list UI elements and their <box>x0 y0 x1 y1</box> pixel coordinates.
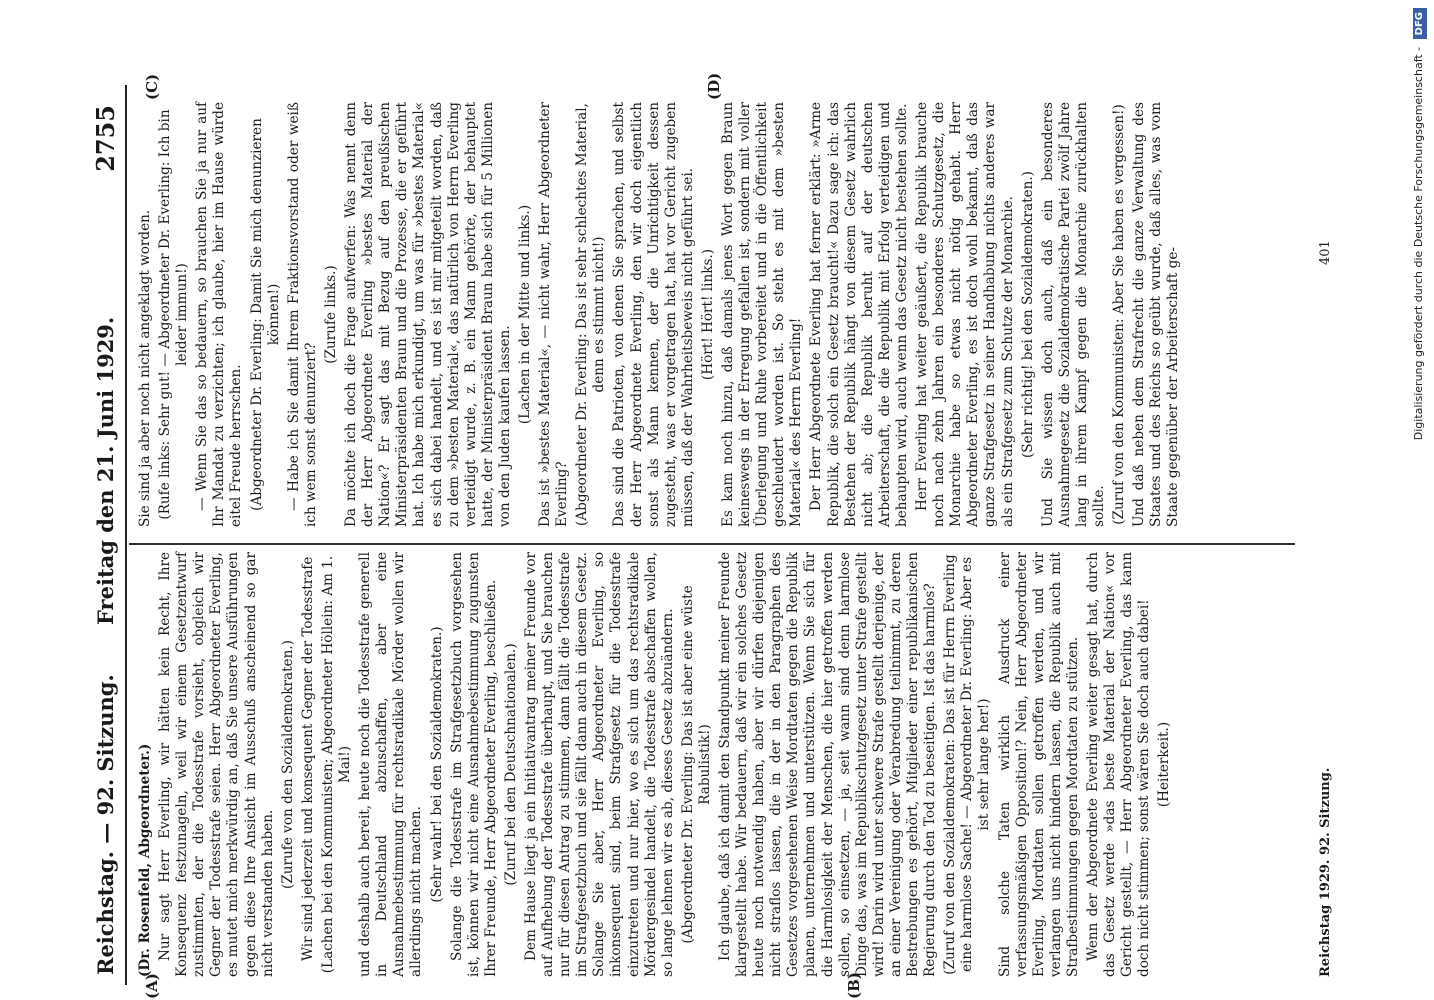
interjection: (Lachen in der Mitte und links.) <box>516 204 533 425</box>
interjection: (Abgeordneter Dr. Everling: Das ist sehr schlechtes Material, denn es stimmt nicht!) <box>574 103 608 526</box>
column-divider <box>129 543 1295 545</box>
paragraph: Das ist »bestes Material«, — nicht wahr, Herr Abgeordneter Everling? <box>537 102 571 527</box>
interjection: (Rufe links: Sehr gut! — Abgeordneter Dr. Everling: Ich bin leider immun!) <box>157 109 191 520</box>
paragraph: Wenn der Abgeordnete Everling weiter gesagt hat, durch das Gesetz werde »das beste Material der Nation« vor Gericht gestellt, — Herr Abgeordneter Everling, das kann doch nicht stimmen; sonst wären Sie doch auch dabei! <box>1084 552 1153 977</box>
interjection: (Zurufe links.) <box>322 265 339 364</box>
interjection: (Lachen bei den Kommunisten; Abgeordneter Höllein: Am 1. Mai!) <box>319 555 354 974</box>
paragraph: Sind solche Taten wirklich Ausdruck einer verfassungsmäßigen Opposition!? Nein, Herr Abgeordneter Everling, Mordtaten sollen getroffen werden, und wir verlangen uns nicht hindern lassen, die Republik auch mit Strafbestimmungen gegen Mordtaten zu stützen. <box>996 552 1081 977</box>
interjection: (Abgeordneter Dr. Everling: Das ist aber eine wüste Rabulistik!) <box>679 585 713 944</box>
paragraph: Dem Hause liegt ja ein Initiativantrag meiner Freunde vor auf Aufhebung der Todesstrafe überhaupt, und Sie brauchen nur für diesen Antrag zu stimmen, dann fällt die Todesstrafe im Strafgesetzbuch und sie fällt dann auch in diesem Gesetz. Solange Sie aber, Herr Abgeordneter Everling, so inkonsequent sind, beim Strafgesetz für die Todesstrafe einzutreten und nur hier, wo es sich um das rechtsradikale Mördergesindel handelt, die Todesstrafe abschaffen wollen, so lange lehnen wir es ab, dieses Gesetz abzuändern. <box>522 552 676 977</box>
paragraph: und deshalb auch bereit, heute noch die Todesstrafe generell in Deutschland abzuschaffen, aber eine Ausnahmebestimmung für rechtsradikale Mörder wollen wir allerdings nicht machen. <box>357 552 425 977</box>
interjection: (Abgeordneter Dr. Everling: Damit Sie mich denunzieren können!) <box>248 118 282 511</box>
margin-mark-b: (B) <box>845 972 863 999</box>
paragraph: Es kam noch hinzu, daß damals jenes Wort gegen Braun keineswegs in der Erregung gefallen ist, sondern mit voller Überlegung und Ruhe vorbereitet und in die Öffentlichkeit geschleudert worden ist. So steht es mit dem »besten Material« des Herrn Everling! <box>720 102 805 527</box>
header-rule <box>125 85 127 985</box>
paragraph: Und daß neben dem Strafrecht die ganze Verwaltung des Staates und des Reichs so geübt wurde, daß alles, was vom Staate gegenüber der Arbeiterschaft ge- <box>1131 102 1182 527</box>
footer-page-number: 401 <box>1318 240 1333 265</box>
paragraph: Wir sind jederzeit und konsequent Gegner der Todesstrafe <box>299 556 316 961</box>
right-column <box>137 102 1185 527</box>
interjection: (Zurufe von den Sozialdemokraten.) <box>279 640 296 889</box>
paragraph: Ich glaube, daß ich damit den Standpunkt meiner Freunde klargestellt habe. Wir bedauern, daß wir ein solches Gesetz heute noch notwendig haben, aber wir dürfen diejenigen nicht straflos lassen, die in der in den Paragraphen des Gesetzes vorgesehenen Weise Mordtaten gegen die Republik planen, unternehmen und unterstützen. Wenn Sie sich für die Harmlosigkeit der Menschen, die hier getroffen werden sollen, so einsetzen, — ja, seit wann sind denn harmlose Dinge das, was im Republikschutzgesetz unter Strafe gestellt wird! Darin wird unter schwere Strafe gestellt derjenige, der an einer Vereinigung oder Verabredung teilnimmt, zu deren Bestrebungen es gehört, Mitglieder einer republikanischen Regierung durch den Tod zu beseitigen. Ist das harmlos? <box>717 552 939 977</box>
paragraph: Der Herr Abgeordnete Everling hat ferner erklärt: »Arme Republik, die solch ein Gesetz braucht!« Dazu sage ich: das Bestehen der Republik hängt von diesem Gesetz wahrlich nicht ab; die Republik beruht auf der deutschen Arbeiterschaft, die die Republik mit Erfolg verteidigen und behaupten wird, auch wenn das Gesetz nicht bestehen sollte. <box>808 102 910 527</box>
speaker-line: (Dr. Rosenfeld, Abgeordneter.) <box>137 743 153 977</box>
interjection: (Zuruf bei den Deutschnationalen.) <box>502 643 519 886</box>
margin-mark-d: (D) <box>705 72 723 100</box>
interjection: (Zuruf von den Sozialdemokraten: Das ist für Herrn Everling eine harmlose Sache! — Abgeordneter Dr. Everling: Aber es ist sehr lange her!) <box>942 554 993 975</box>
paragraph: Und Sie wissen doch auch, daß ein besonderes Ausnahmegesetz die Sozialdemokratische Partei zwölf Jahre lang in ihrem Kampf gegen die Monarchie zurückhalten sollte. <box>1039 102 1107 527</box>
interjection: (Heiterkeit.) <box>1156 721 1173 808</box>
margin-mark-a: (A) <box>143 973 161 999</box>
left-column <box>137 552 1176 977</box>
paragraph: — Habe ich Sie damit Ihrem Fraktionsvorstand oder weiß ich wem sonst denunziert? <box>285 102 319 527</box>
margin-mark-c: (C) <box>143 73 161 100</box>
page-footer <box>1305 85 1335 985</box>
paragraph: Das sind die Patrioten, von denen Sie sprachen, und selbst der Herr Abgeordnete Everling, den wir doch eigentlich sonst als Mann kennen, der die Unrichtigkeit dessen zugesteht, was er vorgetragen hat, hat vor Gericht zugeben müssen, daß der Wahrheitsbeweis nicht geführt sei. <box>611 102 696 527</box>
digitization-text: Digitalisierung gefördert durch die Deutsche Forschungsgemeinschaft - <box>1412 46 1425 441</box>
interjection: (Zuruf von den Kommunisten: Aber Sie haben es vergessen!) <box>1111 104 1128 525</box>
paragraph: Da möchte ich doch die Frage aufwerfen: Was nennt denn der Herr Abgeordnete Everling »bestes Material der Nation«? Er sagt das mit Bezug auf den preußischen Ministerpräsidenten Braun und die Prozesse, die er geführt hat. Ich habe mich erkundigt, um was für »bestes Material« es sich dabei handelt, und es ist mir mitgeteilt worden, daß zu dem »besten Material«, das natürlich von Herrn Everling verteidigt wurde, z. B. ein Mann gehörte, der behauptet hatte, der Ministerpräsident Braun habe sich für 5 Millionen von den Juden kaufen lassen. <box>343 102 513 527</box>
dfg-logo: DFG <box>1413 8 1427 39</box>
header-page-number: 2755 <box>91 105 120 172</box>
paragraph: — Wenn Sie das so bedauern, so brauchen Sie ja nur auf Ihr Mandat zu verzichten; ich glaube, hier im Hause würde eitel Freude herrschen. <box>194 102 245 527</box>
paragraph: Sie sind ja aber noch nicht angeklagt worden. <box>137 209 153 527</box>
interjection: (Sehr richtig! bei den Sozialdemokraten.) <box>1019 171 1036 458</box>
page-header <box>85 85 125 985</box>
paragraph: Herr Everling hat weiter geäußert, die Republik brauche noch nach zehn Jahren ein besonderes Schutzgesetz, die Monarchie habe so etwas nicht nötig gehabt. Herr Abgeordneter Everling, es ist doch wohl bekannt, daß das ganze Strafgesetz in seiner Handhabung nichts anderes war als ein Strafgesetz zum Schutze der Monarchie. <box>914 102 1016 527</box>
interjection: (Sehr wahr! bei den Sozialdemokraten.) <box>428 626 445 903</box>
footer-left: Reichstag 1929. 92. Sitzung. <box>1318 767 1333 977</box>
digitization-credit <box>1408 0 1430 1000</box>
header-left: Reichstag. — 92. Sitzung. <box>93 674 118 975</box>
header-date: Freitag den 21. Juni 1929. <box>93 316 118 625</box>
paragraph: Solange die Todesstrafe im Strafgesetzbuch vorgesehen ist, können wir nicht eine Ausnahmebestimmung zugunsten Ihrer Freunde, Herr Abgeordneter Everling, beschließen. <box>448 552 499 977</box>
page-content <box>85 72 1335 999</box>
interjection: (Hört! Hört! links.) <box>699 248 716 381</box>
paragraph: Nur sagt Herr Everling, wir hätten kein Recht, Ihre Konsequenz festzunageln, weil wir einem Gesetzentwurf zustimmten, der die Todesstrafe vorsieht, obgleich wir Gegner der Todesstrafe seien. Herr Abgeordneter Everling, es mutet mich merkwürdig an, daß Sie unsere Ausführungen gegen diese Ihre Ansicht im Ausschuß anscheinend so gar nicht verstanden haben. <box>157 552 276 977</box>
